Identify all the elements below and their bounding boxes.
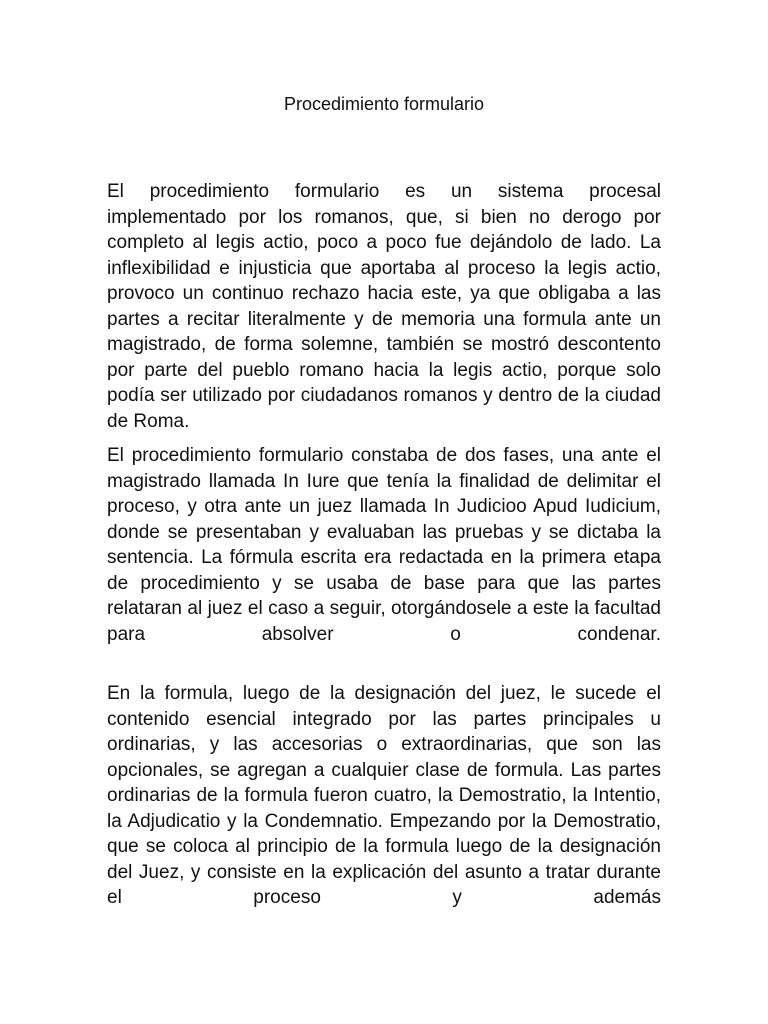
paragraph-3: En la formula, luego de la designación del juez, le sucede el contenido esencial integrado por las partes principales u ordinarias, y las accesorias o extraordinarias, que son las opcionales, se agregan a cualquier clase de formula. Las partes ordinarias de la formula fueron cuatro, la Demostratio, la Intentio, la Adjudicatio y la Condemnatio. Empezando por la Demostratio, que se coloca al principio de la formula luego de la designación del Juez, y consiste en la explicación del asunto a tratar durante el proceso y además [107, 683, 661, 908]
paragraph-1: El procedimiento formulario es un sistema procesal implementado por los romanos, que, si bien no derogo por completo al legis actio, poco a poco fue dejándolo de lado. La inflexibilidad e injusticia que aportaba al proceso la legis actio, provoco un continuo rechazo hacia este, ya que obligaba a las partes a recitar literalmente y de memoria una formula ante un magistrado, de forma solemne, también se mostró descontento por parte del pueblo romano hacia la legis actio, porque solo podía ser utilizado por ciudadanos romanos y dentro de la ciudad de Roma. [107, 181, 661, 432]
document-title: Procedimiento formulario [283, 94, 485, 114]
paragraph-2: El procedimiento formulario constaba de dos fases, una ante el magistrado llamada In Iure que tenía la finalidad de delimitar el proceso, y otra ante un juez llamada In Judicioo Apud Iudicium, donde se presentaban y evaluaban las pruebas y se dictaba la sentencia. La fórmula escrita era redactada en la primera etapa de procedimiento y se usaba de base para que las partes relataran al juez el caso a seguir, otorgándosele a este la facultad para absolver o condenar. [107, 445, 661, 645]
document-body [107, 179, 661, 911]
